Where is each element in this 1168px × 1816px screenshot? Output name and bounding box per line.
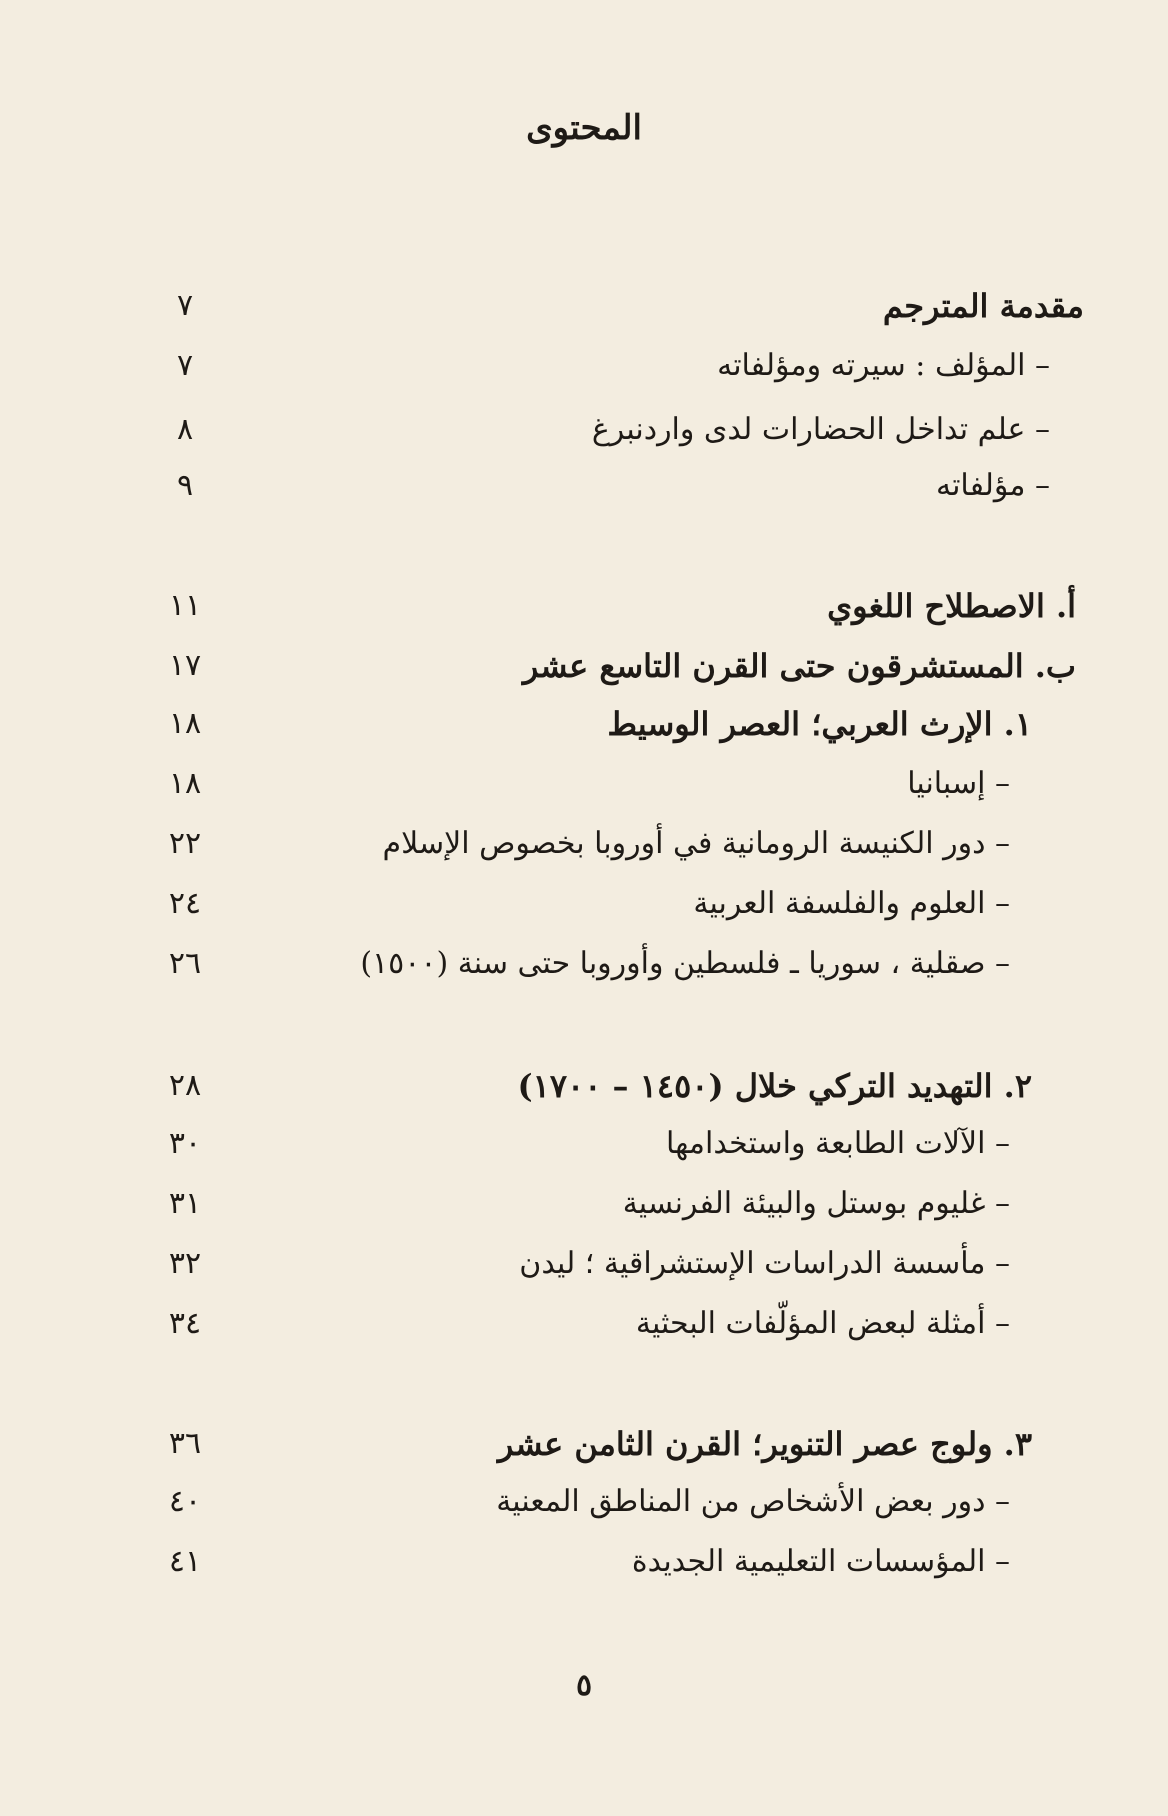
toc-entry-page: ١٨ [168, 766, 202, 801]
toc-entry [150, 698, 1080, 750]
toc-entry-page: ٣٦ [168, 1426, 202, 1461]
toc-entry-page: ٢٢ [168, 826, 202, 861]
toc-entry-page: ٧ [176, 348, 194, 383]
toc-entry-title: – إسبانيا [907, 766, 1010, 801]
toc-entry-title: ب. المستشرقون حتى القرن التاسع عشر [522, 647, 1076, 685]
toc-entry [150, 1418, 1080, 1470]
toc-entry-title: أ. الاصطلاح اللغوي [827, 587, 1076, 625]
toc-entry [150, 1178, 1080, 1230]
toc-entry-page: ٢٤ [168, 886, 202, 921]
toc-entry-page: ٣١ [168, 1186, 202, 1221]
toc-entry [150, 1476, 1080, 1528]
toc-entry-title: – علم تداخل الحضارات لدى واردنبرغ [591, 412, 1050, 447]
toc-entry [150, 280, 1084, 332]
toc-entry-title: – أمثلة لبعض المؤلّفات البحثية [635, 1306, 1010, 1341]
toc-entry-page: ٤١ [168, 1544, 202, 1579]
toc-entry [150, 1238, 1080, 1290]
toc-entry-page: ٤٠ [168, 1484, 202, 1519]
toc-entry-title: ٣. ولوج عصر التنوير؛ القرن الثامن عشر [497, 1425, 1032, 1463]
toc-entry-page: ٨ [176, 412, 194, 447]
toc-entry [150, 758, 1080, 810]
toc-entry-title: – المؤلف : سيرته ومؤلفاته [717, 348, 1050, 383]
toc-entry-title: – غليوم بوستل والبيئة الفرنسية [622, 1186, 1010, 1221]
toc-entry-title: – المؤسسات التعليمية الجديدة [631, 1544, 1010, 1579]
toc-entry-title: – مؤلفاته [936, 468, 1050, 503]
toc-entry [150, 340, 1080, 392]
toc-entry [150, 1118, 1080, 1170]
page-title: المحتوى [526, 108, 642, 148]
toc-entry [150, 1060, 1080, 1112]
toc-entry-title: – مأسسة الدراسات الإستشراقية ؛ ليدن [519, 1246, 1010, 1281]
toc-entry [150, 818, 1080, 870]
toc-entry-page: ٢٨ [168, 1068, 202, 1103]
toc-entry-title: – دور بعض الأشخاص من المناطق المعنية [496, 1484, 1010, 1519]
toc-entry-title: ٢. التهديد التركي خلال (١٤٥٠ – ١٧٠٠) [517, 1067, 1032, 1105]
toc-entry [150, 1298, 1080, 1350]
toc-entry-title: – العلوم والفلسفة العربية [693, 886, 1010, 921]
toc-entry-page: ٩ [176, 468, 194, 503]
toc-entry-page: ١٧ [168, 648, 202, 683]
toc-entry-title: – الآلات الطابعة واستخدامها [665, 1126, 1010, 1161]
toc-entry [150, 938, 1080, 990]
toc-entry [150, 580, 1080, 632]
toc-entry-page: ١٨ [168, 706, 202, 741]
toc-entry-page: ٣٠ [168, 1126, 202, 1161]
toc-entry [150, 404, 1080, 456]
toc-entry-title: – صقلية ، سوريا ـ فلسطين وأوروبا حتى سنة (١٥٠٠) [360, 946, 1010, 981]
toc-entry-page: ٧ [176, 288, 194, 323]
toc-entry-page: ٣٢ [168, 1246, 202, 1281]
toc-entry-page: ٢٦ [168, 946, 202, 981]
toc-entry-page: ١١ [168, 588, 202, 623]
toc-entry-page: ٣٤ [168, 1306, 202, 1341]
toc-entry [150, 460, 1080, 512]
toc-entry-title: – دور الكنيسة الرومانية في أوروبا بخصوص الإسلام [382, 826, 1010, 861]
toc-entry [150, 878, 1080, 930]
page-number: ٥ [575, 1668, 593, 1703]
toc-entry [150, 1536, 1080, 1588]
toc-entry-title: ١. الإرث العربي؛ العصر الوسيط [607, 705, 1032, 743]
toc-entry [150, 640, 1080, 692]
toc-entry-title: مقدمة المترجم [882, 287, 1084, 325]
